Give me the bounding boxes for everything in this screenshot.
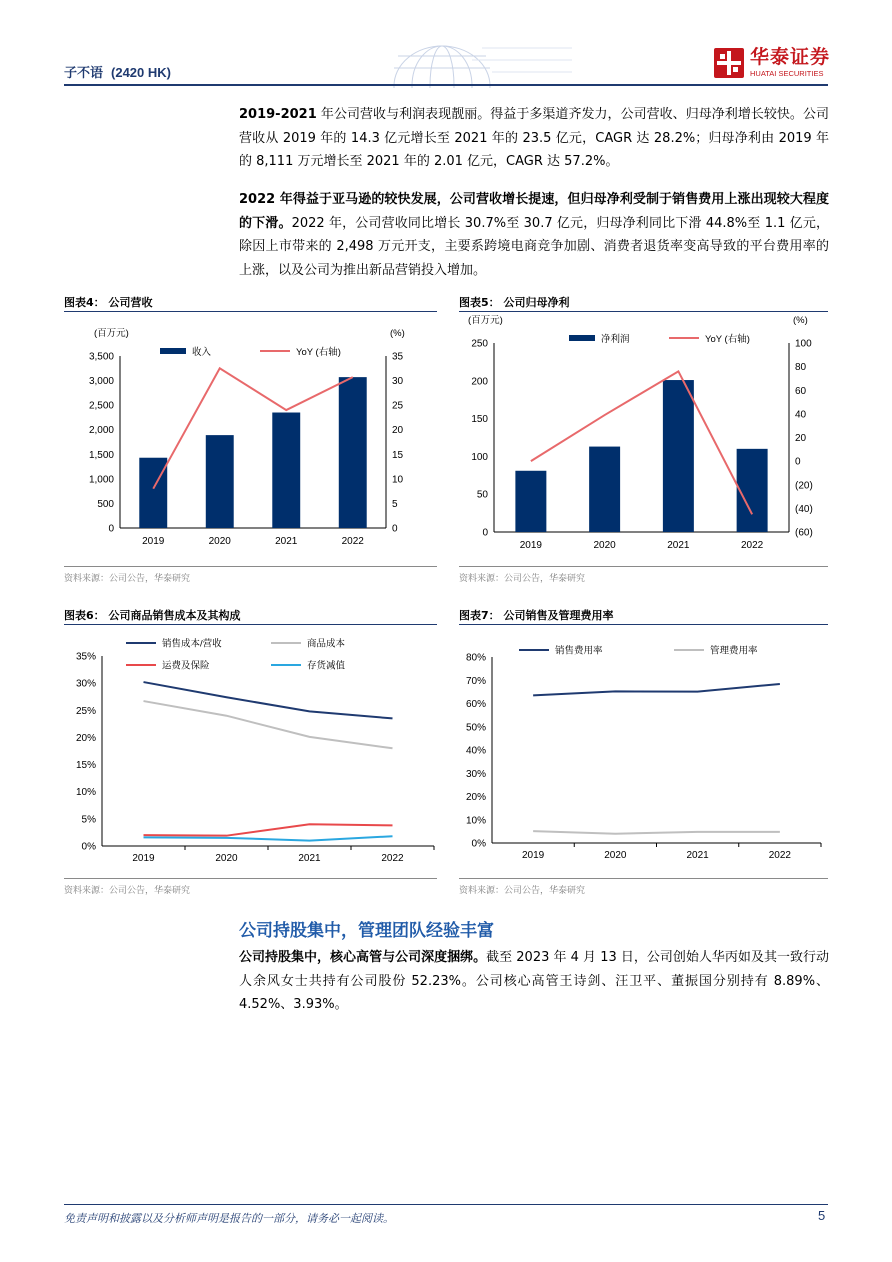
y-tick-label: 15% [75,760,96,772]
y2-tick-label: (60) [795,527,813,539]
fig6-bottom-rule [64,878,437,879]
legend-label-2: 运费及保险 [162,660,210,672]
fig4-title: 图表4： 公司营收 [64,296,153,309]
y2-tick-label: 30 [392,376,404,388]
bar-2019 [139,458,167,528]
x-tick-label: 2019 [522,850,545,861]
y-tick-label: 0% [471,838,486,850]
series-line-2 [144,824,393,835]
y-tick-label: 5% [81,814,96,826]
logo-cn-text: 华泰证券 [750,46,831,69]
y2-tick-label: 25 [392,400,404,412]
company-name: 子不语 [64,66,104,81]
fig5-source: 资料来源：公司公告，华泰研究 [459,574,586,584]
y-tick-label: 3,500 [88,351,114,363]
y-axis-unit: (百万元) [468,315,503,326]
y-tick-label: 150 [471,414,488,426]
legend-label-0: 销售成本/营收 [162,638,222,650]
y-tick-label: 0% [81,841,96,853]
fig7-source: 资料来源：公司公告，华泰研究 [459,886,586,896]
paragraph-body: 2022 年，公司营收同比增长 30.7%至 30.7 亿元，归母净利同比下滑 44.8%至 1.1 亿元，除因上市带来的 2,498 万元开支，主要系跨境电商竞争加剧、消费者退货率变高导致的平台费用率的上涨，以及公司为推出新品营销投入增加。 [239,215,829,278]
y-tick-label: 70% [465,675,486,687]
fig7-title: 图表7： 公司销售及管理费用率 [459,609,614,622]
fig5-top-rule [459,311,828,312]
legend-label-3: 存货减值 [307,660,346,672]
huatai-logo-icon [714,48,744,78]
legend-label-0: 销售费用率 [555,645,603,657]
paragraph-body: 年公司营收与利润表现靓丽。得益于多渠道齐发力，公司营收、归母净利增长较快。公司营收从 2019 年的 14.3 亿元增长至 2021 年的 23.5 亿元，CAGR 达 28.2%；归母净利由 2019 年的 8,111 万元增长至 2021 年的 2.01 亿元，CAGR 达 57.2%。 [239,107,829,169]
legend-bar-swatch [160,348,186,354]
x-tick-label: 2020 [208,536,231,547]
y-tick-label: 1,500 [88,449,114,461]
y-axis-unit: (百万元) [94,328,129,339]
bar-2019 [515,471,546,532]
fig6-chart [64,627,437,877]
footer-disclaimer: 免责声明和披露以及分析师声明是报告的一部分，请务必一起阅读。 [64,1212,394,1225]
y2-tick-label: 20 [795,433,807,444]
x-tick-label: 2021 [686,850,709,861]
y2-tick-label: 60 [795,385,807,397]
fig4-source: 资料来源：公司公告，华泰研究 [64,574,191,584]
y2-tick-label: 10 [392,474,404,486]
bar-2021 [663,380,694,532]
stock-code: (2420 HK) [111,65,171,80]
y2-tick-label: 0 [392,523,398,535]
y-tick-label: 1,000 [88,474,114,486]
fig7-top-rule [459,624,828,625]
series-line-1 [144,701,393,748]
bar-2022 [339,377,367,528]
bar-2022 [737,449,768,532]
legend-line-label: YoY (右轴) [296,347,341,358]
series-line-0 [533,684,780,695]
legend-bar-label: 收入 [192,347,212,358]
legend-label-1: 管理费用率 [710,645,758,657]
paragraph-body: 截至 2023 年 4 月 13 日，公司创始人华丙如及其一致行动人余风女士共持有公司股份 52.23%。公司核心高管王诗剑、汪卫平、董振国分别持有 8.89%、4.52%、3.93%。 [239,950,829,1012]
legend-bar-label: 净利润 [601,334,630,345]
y2-tick-label: (20) [795,480,813,492]
bar-2020 [589,447,620,532]
y-tick-label: 500 [97,498,114,510]
legend-line-label: YoY (右轴) [705,334,750,345]
series-line-3 [144,836,393,840]
x-tick-label: 2019 [142,536,165,547]
x-tick-label: 2021 [275,536,298,547]
fig6-title: 图表6： 公司商品销售成本及其构成 [64,609,241,622]
y-tick-label: 250 [471,338,488,350]
y-tick-label: 200 [471,376,488,388]
fig4-top-rule [64,311,437,312]
y-tick-label: 100 [471,451,488,463]
yoy-line [153,368,353,488]
y-tick-label: 3,000 [88,376,114,388]
paragraph-2022 [239,188,829,282]
paragraph-shareholding [239,946,829,1017]
x-tick-label: 2020 [604,850,627,861]
paragraph-lead: 2022 年得益于亚马逊的较快发展，公司营收增长提速，但归母净利受制于销售费用上涨出现较大程度的下滑。 [239,192,829,231]
paragraph-revenue-2019-2021 [239,103,829,174]
x-tick-label: 2022 [741,540,764,551]
y-tick-label: 10% [75,787,96,799]
x-tick-label: 2021 [667,540,690,551]
y-tick-label: 35% [75,651,96,663]
x-tick-label: 2022 [768,850,791,861]
y-tick-label: 30% [75,678,96,690]
y2-tick-label: 40 [795,409,807,421]
y-tick-label: 0 [482,527,488,539]
fig7-bottom-rule [459,878,828,879]
paragraph-lead: 2019-2021 [239,107,317,122]
y2-axis-unit: (%) [390,328,405,339]
y-tick-label: 25% [75,705,96,717]
y-tick-label: 2,500 [88,400,114,412]
y2-tick-label: 100 [795,338,812,350]
yoy-line [531,371,752,514]
bar-2020 [206,435,234,528]
paragraph-lead: 公司持股集中，核心高管与公司深度捆绑。 [239,950,487,965]
y-tick-label: 60% [465,699,486,710]
y2-tick-label: 80 [795,362,807,374]
bar-2021 [272,413,300,528]
y2-tick-label: 35 [392,351,404,363]
y2-tick-label: 5 [392,498,398,510]
fig4-bottom-rule [64,566,437,567]
y2-tick-label: 20 [392,425,404,437]
x-tick-label: 2021 [298,853,321,864]
section-title: 公司持股集中，管理团队经验丰富 [239,921,494,941]
y-tick-label: 30% [465,768,486,780]
x-tick-label: 2022 [341,536,364,547]
y-tick-label: 50% [465,722,486,734]
y2-tick-label: (40) [795,503,813,515]
y-tick-label: 20% [75,732,96,744]
fig5-title: 图表5： 公司归母净利 [459,296,570,309]
y2-tick-label: 15 [392,449,404,461]
x-tick-label: 2019 [519,540,542,551]
fig5-chart [459,314,828,564]
y2-axis-unit: (%) [793,315,808,326]
fig6-top-rule [64,624,437,625]
series-line-1 [533,831,780,834]
x-tick-label: 2020 [593,540,616,551]
fig5-bottom-rule [459,566,828,567]
x-tick-label: 2022 [381,853,404,864]
globe-graphic [372,38,572,88]
y-tick-label: 80% [465,652,486,664]
fig6-source: 资料来源：公司公告，华泰研究 [64,886,191,896]
footer-divider [64,1204,828,1205]
y-tick-label: 20% [465,792,486,803]
y-tick-label: 50 [476,489,488,501]
y-tick-label: 10% [465,815,486,827]
huatai-logo [714,48,830,78]
y2-tick-label: 0 [795,456,801,468]
header-divider [64,84,828,86]
fig7-chart [459,627,828,877]
x-tick-label: 2019 [132,853,155,864]
y-tick-label: 2,000 [88,425,114,437]
logo-en-text: HUATAI SECURITIES [750,69,824,79]
y-tick-label: 0 [108,523,114,535]
series-line-0 [144,682,393,718]
x-tick-label: 2020 [215,853,238,864]
y-tick-label: 40% [465,745,486,757]
header-company [64,62,171,81]
fig4-chart [64,314,437,564]
legend-label-1: 商品成本 [307,638,346,650]
page-number: 5 [818,1208,826,1223]
legend-bar-swatch [569,335,595,341]
